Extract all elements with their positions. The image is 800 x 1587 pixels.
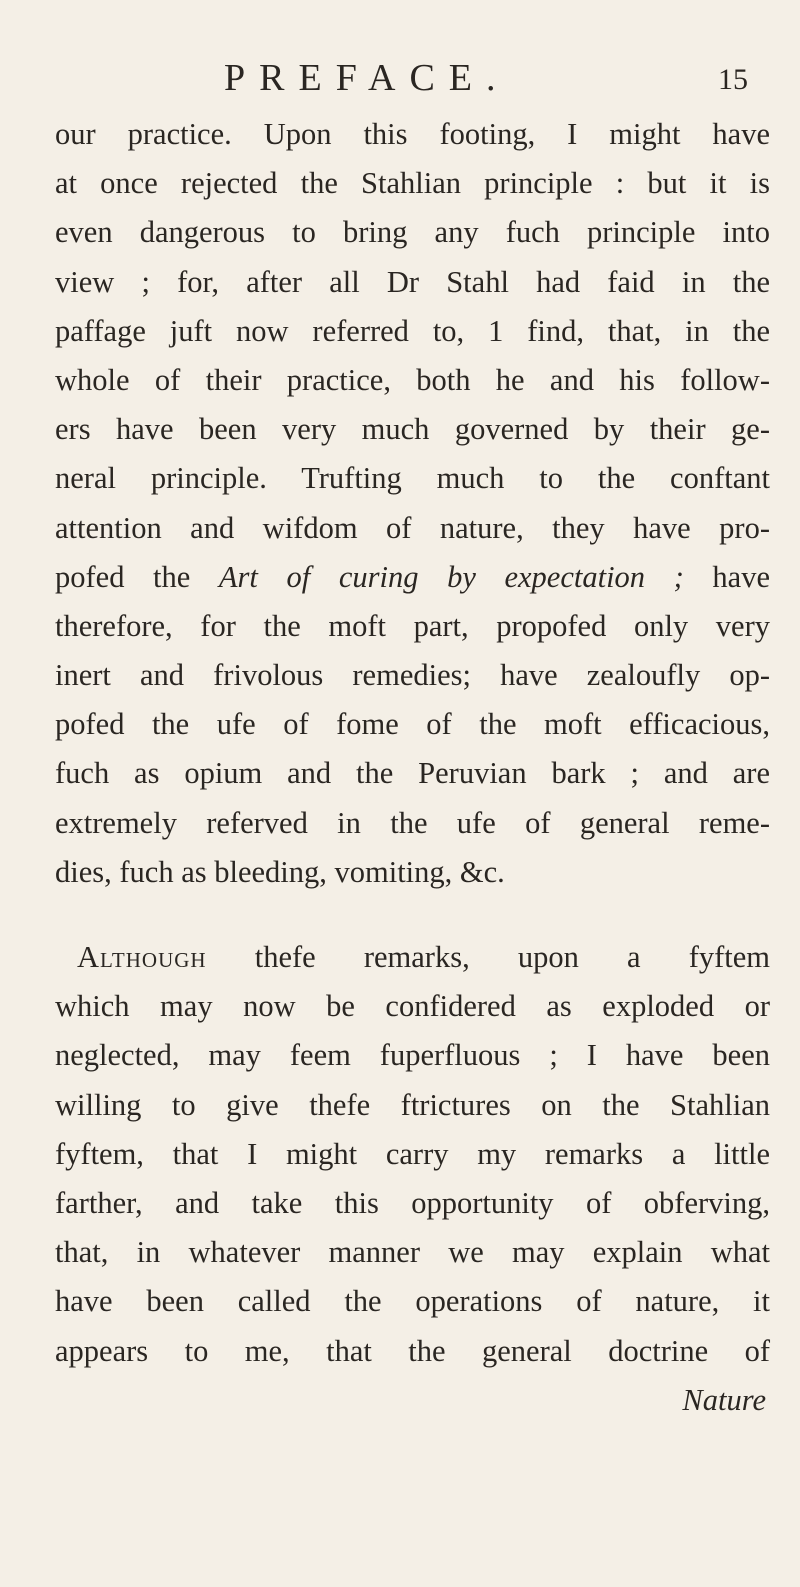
- running-head: PREFACE.: [224, 57, 510, 99]
- text-line: willing to give thefe ftrictures on the Stahlian: [55, 1087, 770, 1122]
- catchword: Nature: [682, 1382, 766, 1417]
- text-line: fuch as opium and the Peruvian bark ; and are: [55, 756, 770, 791]
- paragraph-1: [55, 110, 770, 897]
- text-line: therefore, for the moft part, propofed only very: [55, 608, 770, 643]
- text-line: at once rejected the Stahlian principle : but it is: [55, 166, 770, 201]
- paragraph-2: [55, 933, 770, 1376]
- text-run: pofed the: [55, 559, 219, 594]
- paragraph-gap: [55, 897, 770, 933]
- text-line: [55, 553, 770, 602]
- text-line: ers have been very much governed by their ge-: [55, 412, 770, 447]
- text-line: have been called the operations of nature, it: [55, 1284, 770, 1319]
- text-run: thefe remarks, upon a fyftem: [206, 940, 770, 974]
- text-line: extremely referved in the ufe of general reme-: [55, 805, 770, 840]
- text-line: even dangerous to bring any fuch principle into: [55, 215, 770, 250]
- small-caps-lead: Although: [77, 940, 207, 974]
- page-number: 15: [718, 63, 748, 96]
- text-line: which may now be confidered as exploded or: [55, 989, 770, 1024]
- text-line: [55, 933, 770, 982]
- text-line: view ; for, after all Dr Stahl had faid in the: [55, 264, 770, 299]
- text-line: whole of their practice, both he and his follow-: [55, 362, 770, 397]
- text-line: that, in whatever manner we may explain what: [55, 1235, 770, 1270]
- text-line: inert and frivolous remedies; have zealoufly op-: [55, 658, 770, 693]
- text-line: pofed the ufe of fome of the moft efficacious,: [55, 707, 770, 742]
- text-line: fyftem, that I might carry my remarks a little: [55, 1136, 770, 1171]
- text-line: paffage juft now referred to, 1 find, that, in the: [55, 313, 770, 348]
- text-line: attention and wifdom of nature, they have pro-: [55, 510, 770, 545]
- text-line: our practice. Upon this footing, I might have: [55, 117, 770, 151]
- text-line: neral principle. Trufting much to the conftant: [55, 461, 770, 496]
- text-line: appears to me, that the general doctrine of: [55, 1333, 770, 1368]
- text-line: farther, and take this opportunity of obferving,: [55, 1185, 770, 1220]
- text-line: neglected, may feem fuperfluous ; I have been: [55, 1038, 770, 1073]
- text-line: dies, fuch as bleeding, vomiting, &c.: [55, 854, 505, 889]
- page-header: [0, 58, 800, 98]
- text-run: have: [683, 559, 770, 594]
- page-body: [55, 110, 770, 1425]
- italic-title: Art of curing by expectation ;: [218, 559, 684, 594]
